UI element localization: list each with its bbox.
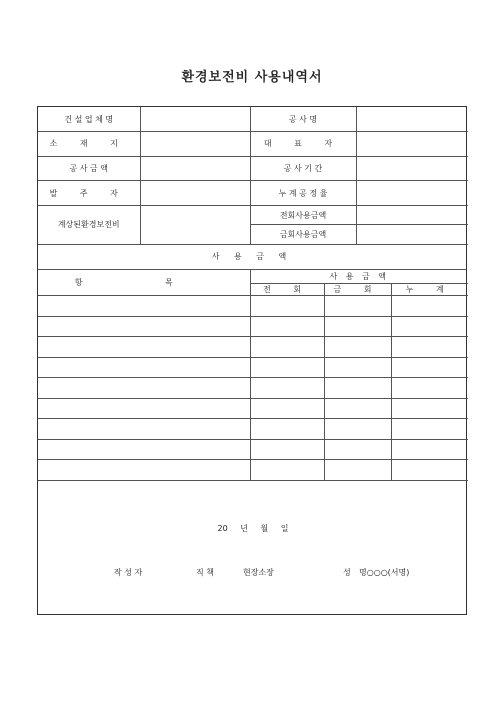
previous-usage-label: 전회사용금액 — [250, 205, 356, 225]
current-cell[interactable] — [324, 439, 391, 460]
usage-table — [38, 270, 468, 481]
item-cell[interactable] — [38, 439, 250, 460]
cumulative-cell[interactable] — [391, 398, 468, 419]
previous-cell[interactable] — [250, 419, 324, 440]
table-row — [38, 378, 468, 399]
document-title: 환경보전비 사용내역서 — [181, 70, 323, 85]
cumulative-cell[interactable] — [391, 460, 468, 481]
item-cell[interactable] — [38, 460, 250, 481]
writer-label: 작 성 자 — [114, 568, 143, 577]
table-row — [38, 398, 468, 419]
form-frame — [37, 106, 467, 615]
cumulative-cell[interactable] — [391, 439, 468, 460]
item-cell[interactable] — [38, 296, 250, 317]
previous-cell[interactable] — [250, 296, 324, 317]
location-label: 소 재 지 — [38, 132, 140, 157]
item-cell[interactable] — [38, 316, 250, 337]
current-cell[interactable] — [324, 419, 391, 440]
name-label: 성 — [343, 568, 351, 577]
date-line: 20 년 월 일 — [217, 524, 289, 533]
table-row — [38, 316, 468, 337]
cumulative-rate-value[interactable] — [356, 181, 468, 206]
previous-header: 전 회 — [250, 284, 324, 296]
current-cell[interactable] — [324, 460, 391, 481]
info-table — [38, 107, 468, 245]
position-label: 직 책 — [196, 568, 214, 577]
construction-company-label: 건 설 업 체 명 — [38, 107, 140, 132]
current-cell[interactable] — [324, 316, 391, 337]
previous-cell[interactable] — [250, 337, 324, 358]
cumulative-cell[interactable] — [391, 296, 468, 317]
current-cell[interactable] — [324, 357, 391, 378]
current-usage-label: 금회사용금액 — [250, 225, 356, 245]
cumulative-cell[interactable] — [391, 357, 468, 378]
previous-cell[interactable] — [250, 460, 324, 481]
signature-area — [38, 479, 468, 615]
client-label: 발 주 자 — [38, 181, 140, 206]
construction-period-label: 공 사 기 간 — [250, 156, 356, 181]
usage-banner — [38, 245, 466, 270]
cumulative-cell[interactable] — [391, 419, 468, 440]
previous-cell[interactable] — [250, 316, 324, 337]
current-cell[interactable] — [324, 378, 391, 399]
cumulative-cell[interactable] — [391, 337, 468, 358]
table-row — [38, 357, 468, 378]
project-name-value[interactable] — [356, 107, 468, 132]
current-cell[interactable] — [324, 337, 391, 358]
representative-label: 대 표 자 — [250, 132, 356, 157]
current-cell[interactable] — [324, 398, 391, 419]
construction-period-value[interactable] — [356, 156, 468, 181]
table-row — [38, 296, 468, 317]
name-value: 명○○○(서명) — [359, 568, 410, 577]
current-header: 금 회 — [324, 284, 391, 296]
cumulative-cell[interactable] — [391, 316, 468, 337]
position-value: 현장소장 — [243, 568, 274, 577]
amount-header: 사 용 금 액 — [250, 270, 468, 284]
cumulative-header: 누 계 — [391, 284, 468, 296]
cumulative-cell[interactable] — [391, 378, 468, 399]
item-cell[interactable] — [38, 378, 250, 399]
item-header: 항 목 — [38, 270, 250, 296]
budgeted-cost-label: 계상된환경보전비 — [38, 205, 140, 244]
previous-usage-value[interactable] — [356, 205, 468, 225]
current-cell[interactable] — [324, 296, 391, 317]
location-value[interactable] — [140, 132, 250, 157]
table-row — [38, 419, 468, 440]
item-cell[interactable] — [38, 357, 250, 378]
client-value[interactable] — [140, 181, 250, 206]
item-cell[interactable] — [38, 419, 250, 440]
construction-company-value[interactable] — [140, 107, 250, 132]
previous-cell[interactable] — [250, 357, 324, 378]
previous-cell[interactable] — [250, 398, 324, 419]
contract-amount-label: 공 사 금 액 — [38, 156, 140, 181]
table-row — [38, 439, 468, 460]
previous-cell[interactable] — [250, 378, 324, 399]
project-name-label: 공 사 명 — [250, 107, 356, 132]
usage-banner-label: 사 용 금 액 — [38, 245, 466, 270]
current-usage-value[interactable] — [356, 225, 468, 245]
cumulative-rate-label: 누 계 공 정 율 — [250, 181, 356, 206]
contract-amount-value[interactable] — [140, 156, 250, 181]
previous-cell[interactable] — [250, 439, 324, 460]
item-cell[interactable] — [38, 398, 250, 419]
table-row — [38, 460, 468, 481]
budgeted-cost-value[interactable] — [140, 205, 250, 244]
item-cell[interactable] — [38, 337, 250, 358]
table-row — [38, 337, 468, 358]
representative-value[interactable] — [356, 132, 468, 157]
